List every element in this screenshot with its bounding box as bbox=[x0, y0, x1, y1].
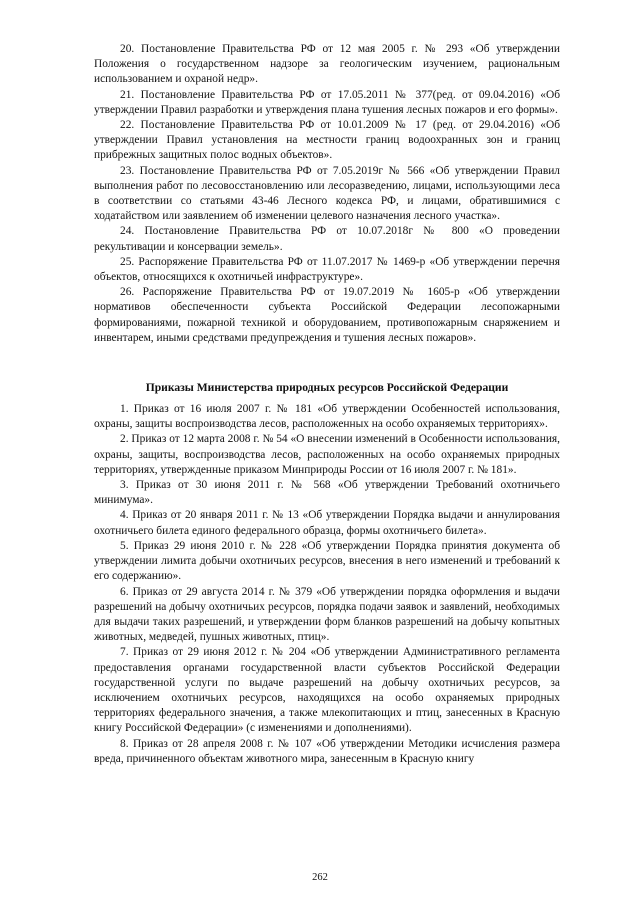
list-item: 1. Приказ от 16 июля 2007 г. № 181 «Об утверждении Особенностей использования, охраны, защиты воспроизводства лесов, расположенных на особо охраняемых территориях». bbox=[94, 403, 560, 431]
list-item: 5. Приказ 29 июня 2010 г. № 228 «Об утверждении Порядка принятия документа об утверждении лимита добычи охотничьих ресурсов, внесения в него изменений и требований к его содержанию». bbox=[94, 539, 560, 583]
list-item: 22. Постановление Правительства РФ от 10.01.2009 № 17 (ред. от 29.04.2016) «Об утверждении Правил установления на местности границ водоохранных зон и границ прибрежных защитных полос водных объектов». bbox=[94, 119, 560, 162]
list-item: 23. Постановление Правительства РФ от 7.05.2019г № 566 «Об утверждении Правил выполнения работ по лесовосстановлению или лесоразведению, лицами, использующими леса в соответствии со статьями 43-46 Лесного кодекса РФ, и лицами, обратившимися с ходатайством или заявлением об изменении целевого назначения лесного участка». bbox=[94, 164, 560, 223]
list-item: 26. Распоряжение Правительства РФ от 19.07.2019 № 1605-р «Об утверждении нормативов обеспеченности субъекта Российской Федерации лесопожарными формированиями, пожарной техникой и оборудованием, противопожарным снаряжением и инвентарем, иными средствами предупреждения и тушения лесных пожаров». bbox=[94, 286, 560, 344]
list-item: 6. Приказ от 29 августа 2014 г. № 379 «Об утверждении порядка оформления и выдачи разрешений на добычу охотничьих ресурсов, порядка подачи заявок и заявлений, необходимых для выдачи таких разрешений, и утверждении форм бланков разрешений на добычу копытных животных, медведей, пушных животных, птиц». bbox=[94, 585, 560, 644]
page-number: 262 bbox=[312, 872, 328, 883]
list-item: 8. Приказ от 28 апреля 2008 г. № 107 «Об утверждении Методики исчисления размера вреда, причиненного объектам животного мира, занесенным в Красную книгу bbox=[94, 737, 560, 765]
list-item: 3. Приказ от 30 июня 2011 г. № 568 «Об утверждении Требований охотничьего минимума». bbox=[94, 479, 560, 507]
list-item: 4. Приказ от 20 января 2011 г. № 13 «Об утверждении Порядка выдачи и аннулирования охотничьего билета единого федерального образца, формы охотничьего билета». bbox=[94, 509, 560, 537]
list-item: 25. Распоряжение Правительства РФ от 11.07.2017 № 1469-р «Об утверждении перечня объектов, относящихся к охотничьей инфраструктуре». bbox=[94, 255, 560, 284]
section-spacer bbox=[94, 346, 560, 380]
government-acts-list bbox=[94, 42, 560, 346]
list-item: 2. Приказ от 12 марта 2008 г. № 54 «О внесении изменений в Особенности использования, охраны, защиты, воспроизводства лесов, расположенных на особо охраняемых природных территориях, утвержденные приказом Минприроды России от 16 июля 2007 г. № 181». bbox=[94, 433, 560, 476]
document-page bbox=[94, 42, 560, 767]
ministry-orders-list bbox=[94, 402, 560, 767]
list-item: 21. Постановление Правительства РФ от 17.05.2011 № 377(ред. от 09.04.2016) «Об утверждении Правил разработки и утверждения плана тушения лесных пожаров и его формы». bbox=[94, 88, 560, 116]
section-heading: Приказы Министерства природных ресурсов Российской Федерации bbox=[145, 381, 509, 395]
list-item: 20. Постановление Правительства РФ от 12 мая 2005 г. № 293 «Об утверждении Положения о государственном надзоре за геологическим изучением, рациональным использованием и охраной недр». bbox=[94, 43, 560, 86]
list-item: 24. Постановление Правительства РФ от 10.07.2018г № 800 «О проведении рекультивации и консервации земель». bbox=[94, 225, 560, 253]
list-item: 7. Приказ от 29 июня 2012 г. № 204 «Об утверждении Административного регламента предоставления органами государственной власти субъектов Российской Федерации государственной услуги по выдаче разрешений на добычу охотничьих ресурсов, за исключением охотничьих ресурсов, находящихся на особо охраняемых природных территориях федерального значения, а также млекопитающих и птиц, занесенных в Красную книгу Российской Федерации» (с изменениями и дополнениями). bbox=[94, 646, 560, 735]
